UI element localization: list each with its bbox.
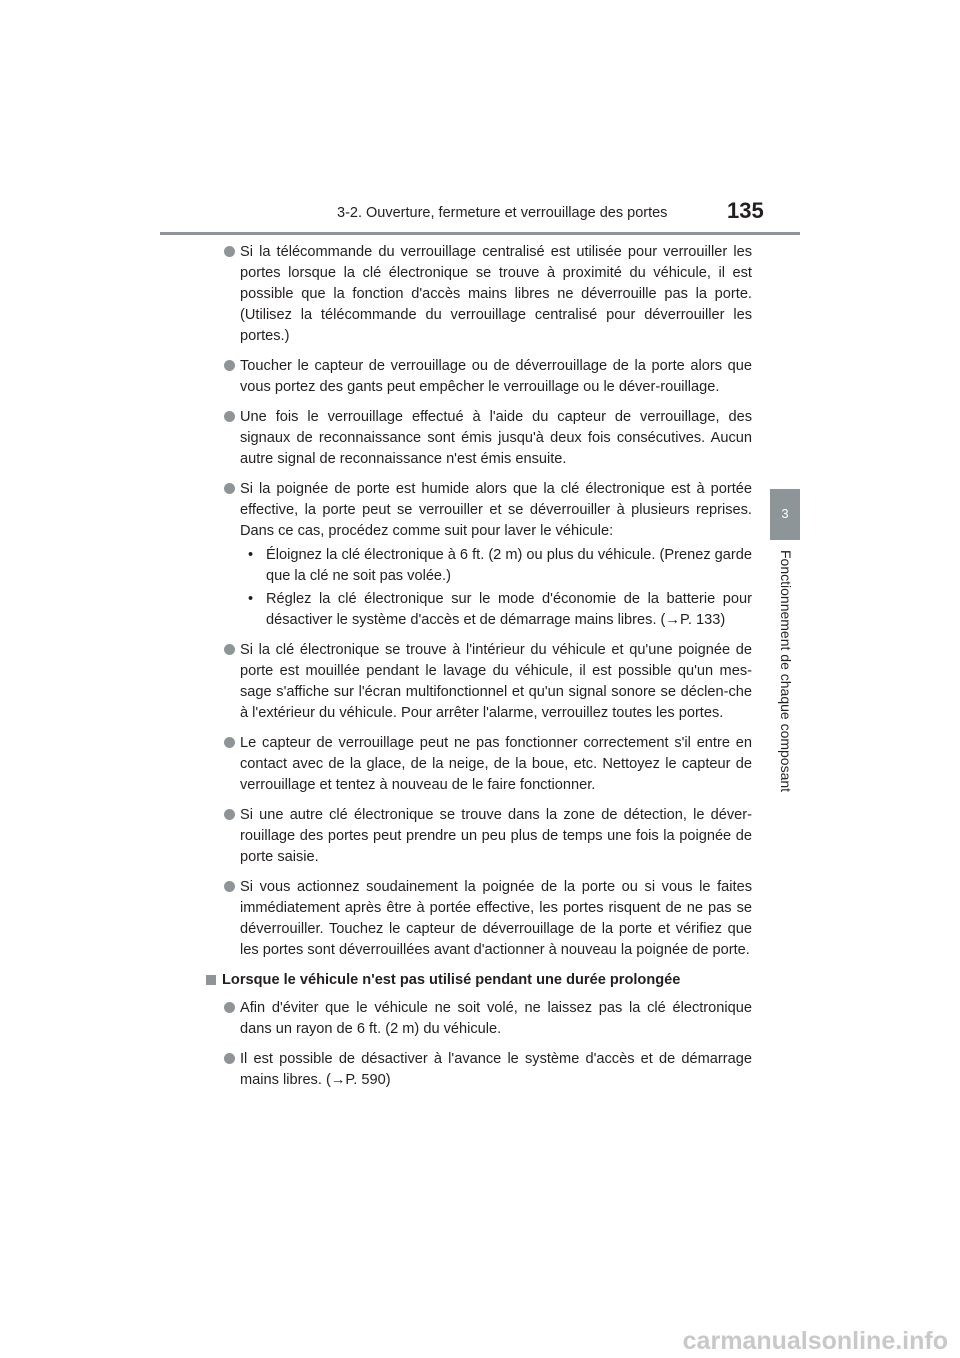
bullet-icon [224,246,235,257]
sub-item-text: Éloignez la clé électronique à 6 ft. (2 m) ou plus du véhicule. (Prenez garde que la clé ne soit pas volée.) [266,547,752,584]
list-item [221,356,752,398]
header-rule [160,232,800,235]
bullet-icon [224,644,235,655]
sub-list-item [244,545,752,587]
item-text: Une fois le verrouillage effectué à l'aide du capteur de verrouillage, des signaux de reconnaissance sont émis jusqu'à deux fois consécutives. Aucun autre signal de reconnaissance n'est émis ensuite. [240,409,752,467]
chapter-number: 3 [781,506,789,521]
item-text: Afin d'éviter que le véhicule ne soit volé, ne laissez pas la clé électronique dans un rayon de 6 ft. (2 m) du véhicule. [240,1000,752,1037]
bullet-icon [224,737,235,748]
list-item [221,998,752,1040]
page-content [221,242,752,1100]
bullet-icon [224,483,235,494]
list-item [221,877,752,961]
item-text: Si la télécommande du verrouillage centralisé est utilisée pour verrouiller les portes lorsque la clé électronique se trouve à proximité du véhicule, il est possible que la fonction d'accès mains libres ne déverrouille pas la porte. (Utilisez la télécommande du verrouillage centralisé pour déverrouiller les portes.) [240,244,752,344]
list-item [221,407,752,470]
item-text: Si la poignée de porte est humide alors que la clé électronique est à portée effective, la porte peut se verrouiller et se déverrouiller à plusieurs reprises. Dans ce cas, procédez comme suit pour laver le véhicule: [240,481,752,539]
square-bullet-icon [206,975,216,985]
bullet-icon [224,809,235,820]
watermark: carmanualsonline.info [682,1327,948,1355]
list-item [221,479,752,631]
list-item [221,805,752,868]
bullet-icon [224,1002,235,1013]
chapter-label: Fonctionnement de chaque composant [778,550,794,793]
bullet-icon [224,411,235,422]
item-text: Le capteur de verrouillage peut ne pas fonctionner correctement s'il entre en contact avec de la glace, de la neige, de la boue, etc. Nettoyez le capteur de verrouillage et tentez à nouveau de le faire fonctionner. [240,735,752,793]
item-text: Toucher le capteur de verrouillage ou de déverrouillage de la porte alors que vous portez des gants peut empêcher le verrouillage ou le déver-rouillage. [240,358,752,395]
section-title: 3-2. Ouverture, fermeture et verrouillage des portes [337,205,668,221]
list-item [221,640,752,724]
sub-item-text: Réglez la clé électronique sur le mode d'économie de la batterie pour désactiver le système d'accès et de démarrage mains libres. (→P. 133) [266,591,752,628]
item-text: Si la clé électronique se trouve à l'intérieur du véhicule et qu'une poignée de porte est mouillée pendant le lavage du véhicule, il est possible qu'un mes-sage s'affiche sur l'écran multifonctionnel et qu'un signal sonore se déclen-che à l'extérieur du véhicule. Pour arrêter l'alarme, verrouillez toutes les portes. [240,642,752,721]
section-heading-text: Lorsque le véhicule n'est pas utilisé pendant une durée prolongée [222,972,681,988]
sub-bullet: • [248,547,254,563]
sub-bullet: • [248,591,254,607]
bullet-icon [224,1053,235,1064]
chapter-tab [770,489,800,540]
bullet-icon [224,360,235,371]
item-text: Il est possible de désactiver à l'avance le système d'accès et de démarrage mains libres. (→P. 590) [240,1051,752,1088]
list-item [221,733,752,796]
page-number: 135 [727,198,764,223]
list-item [221,1049,752,1091]
bullet-icon [224,881,235,892]
list-item [221,242,752,347]
sub-list-item [244,589,752,631]
item-text: Si une autre clé électronique se trouve dans la zone de détection, le déver-rouillage des portes peut prendre un peu plus de temps une fois la poignée de porte saisie. [240,807,752,865]
item-text: Si vous actionnez soudainement la poignée de la porte ou si vous le faites immédiatement après être à portée effective, les portes risquent de ne pas se déverrouiller. Touchez le capteur de déverrouillage de la porte et vérifiez que les portes sont déverrouillées avant d'actionner à nouveau la poignée de porte. [240,879,752,958]
section-heading [205,970,752,991]
